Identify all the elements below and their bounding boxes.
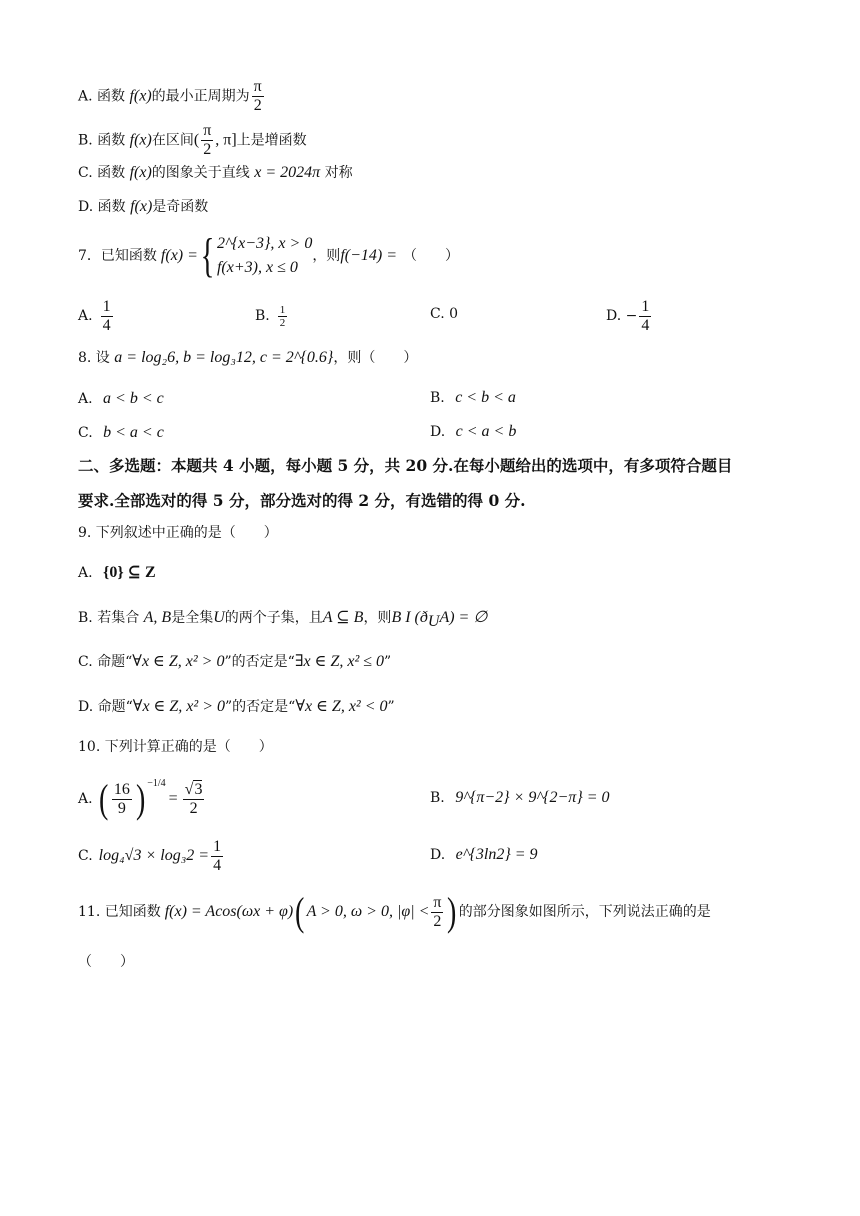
q7-option-b [255,296,289,336]
q9-d-label: D. 命题“ [78,699,133,715]
q9-b-u: U [213,609,225,626]
q6-b-frac [201,122,213,159]
q9-a-text: {0} ⊆ Z [103,564,156,581]
q7-case1: 2^{x−3}, x > 0 [216,235,313,252]
q8-b-text: c < b < a [455,389,516,406]
q10-c-label: C. [78,848,93,864]
q7-cases [217,232,312,280]
q10-option-c [78,834,225,878]
q8-c-text: b < a < c [103,424,164,441]
q7-d-num: 1 [641,297,650,315]
q8-prefix: 8. 设 [78,350,110,366]
q9-stem: 9. 下列叙述中正确的是（ ） [78,525,278,541]
q6-d-fx: f(x) [130,198,153,215]
q11-math: f(x) = Acos(ωx + φ) [164,903,294,920]
q10-option-a: A. ( $\frac{16}{9}$ ) −1/4 = $\frac{√3}{2}$ [78,776,203,821]
q7-case2: f(x+3), x ≤ 0 [216,259,298,276]
q6-d-tail: 是奇函数 [152,199,209,215]
q11-prefix: 11. 已知函数 [78,904,161,920]
q7-a-num: 1 [102,297,111,315]
q7-brace: { [200,229,215,282]
q10-a-den2: 2 [189,799,198,817]
q6-b-mid: 在区间 [151,132,194,149]
q9-b-ab: A, B [143,609,172,626]
q9-option-c [78,652,391,672]
q9-c-math2: ∃x ∈ Z, x² ≤ 0 [294,653,385,670]
q9-d-end: ” [387,699,395,715]
section2-line2: 要求.全部选对的得 5 分，部分选对的得 2 分，有选错的得 0 分. [78,491,526,510]
q10-a-den: 9 [117,799,126,817]
q11-num: π [433,893,442,911]
q11-den: 2 [433,912,442,930]
q6-a-tail: 的最小正周期为 [151,88,250,105]
q6-option-a [78,78,266,115]
q9-b-label: B. 若集合 [78,610,140,626]
q10-option-d [430,846,538,864]
q8-option-a [78,389,164,409]
q7-b-den: 2 [279,316,286,329]
q9-option-d [78,697,395,717]
q9-c-end: ” [384,654,392,670]
q11-lparen: ( [295,889,305,934]
section2-line1: 二、多选题：本题共 4 小题，每小题 5 分，共 20 分.在每小题给出的选项中，有多项符合题目 [78,456,733,475]
q6-b-tail: 上是增函数 [236,132,307,149]
q7-b-num: 1 [279,303,286,316]
q7-a-frac [101,298,113,335]
q10-a-num: 16 [113,780,130,798]
q9-b-subset: A ⊆ B [322,609,364,626]
q8-option-d [430,423,516,441]
q10-option-b [430,789,610,807]
q6-d-label: D. 函数 [78,199,126,215]
q11-suffix: 的部分图象如图所示，下列说法正确的是 [458,904,711,920]
q9-b-sub: U [427,612,440,630]
q9-option-b [78,608,487,632]
q6-c-fx: f(x) [129,164,152,181]
q6-a-frac [252,78,264,115]
q9-c-label: C. 命题“ [78,654,133,670]
q6-b-den: 2 [203,141,212,158]
q9-b-mid6: ，则 [363,610,392,626]
q7-b-label: B. [255,308,270,324]
q7-then: ，则 [312,248,341,264]
q9-b-mid2: 是全集 [171,610,214,626]
q11-rparen: ) [447,889,457,934]
q10-b-text: 9^{π−2} × 9^{2−π} = 0 [455,789,610,806]
q10-a-exp: −1/4 [147,778,166,789]
q10-a-sqrt: √3 [184,780,203,798]
q9-b-mid4: 的两个子集，且 [224,610,323,626]
q7-a-den: 4 [102,316,111,334]
q7-b-frac [278,304,288,329]
q6-option-b: B. 函数 f(x)在区间( $\frac{\pi}{2}$ , π]上是增函数 [78,122,307,158]
q6-option-c [78,163,353,183]
q6-a-num: π [253,78,262,95]
q11-paren: （ ） [78,954,134,970]
q7-stem [78,230,459,282]
q8-a-text: a < b < c [103,390,164,407]
q10-d-label: D. [430,847,446,863]
q10-a-label: A. [78,791,93,807]
q10-c-den: 4 [213,856,222,874]
q11-cond: A > 0, ω > 0, |φ| < [306,903,430,920]
q10-c-frac [211,838,223,875]
q7-ask: f(−14) = [340,247,398,264]
q6-c-math: x = 2024π [254,164,321,181]
q10-a-rparen: ) [135,776,146,821]
q6-b-fx: f(x) [129,131,152,149]
q6-b-num: π [203,122,212,139]
q7-a-label: A. [78,308,93,324]
q6-a-den: 2 [253,97,262,114]
q10-d-text: e^{3ln2} = 9 [455,846,538,863]
q7-d-den: 4 [641,316,650,334]
q8-stem [78,348,417,368]
q7-paren: （ ） [403,248,460,264]
q6-a-label: A. 函数 [78,88,126,105]
q8-d-label: D. [430,424,446,440]
q8-d-text: c < a < b [455,423,517,440]
q10-b-label: B. [430,790,445,806]
q10-a-frac2 [183,781,205,818]
q6-c-label: C. 函数 [78,165,126,181]
q7-fx: f(x) = [160,247,198,264]
q8-a-label: A. [78,391,93,407]
q6-c-mid: 的图象关于直线 [151,165,250,181]
q11-stem [78,888,711,936]
q10-a-lparen: ( [98,776,108,821]
q9-d-math2: ∀x ∈ Z, x² < 0 [295,698,388,715]
q6-option-d [78,197,208,217]
q7-option-a [78,296,115,336]
q7-c-label: C. 0 [430,306,459,322]
q7-option-d [606,296,653,336]
q9-b-math: B I (ð [391,609,428,626]
q10-a-frac1 [112,781,132,818]
q9-option-a [78,563,156,583]
q6-a-fx: f(x) [129,87,152,105]
q9-c-mid: ”的否定是“ [224,654,295,670]
q10-a-sqrt-arg: 3 [194,780,203,798]
q10-stem: 10. 下列计算正确的是（ ） [78,739,273,755]
q8-suffix: ，则（ ） [333,350,418,366]
q9-c-math1: ∀x ∈ Z, x² > 0 [132,653,225,670]
q10-c-text: log₄√3 × log₃2 = [98,847,210,864]
q8-c-label: C. [78,425,93,441]
q8-math: a = log₂6, b = log₃12, c = 2^{0.6} [114,349,334,366]
q8-b-label: B. [430,390,445,406]
q7-d-label: D. − [606,308,638,324]
q9-d-mid: ”的否定是“ [225,699,296,715]
q7-number: 7．已知函数 [78,248,157,264]
q9-d-math1: ∀x ∈ Z, x² > 0 [132,698,225,715]
q9-b-end: A) = ∅ [439,609,488,626]
q9-a-label: A. [78,565,93,581]
q8-option-b [430,389,516,407]
q6-b-label: B. 函数 [78,132,126,149]
q6-c-tail: 对称 [324,165,353,181]
q10-c-num: 1 [213,837,222,855]
q7-d-frac [639,298,651,335]
q11-frac [431,894,443,931]
q7-option-c [430,306,458,322]
q8-option-c [78,423,164,443]
